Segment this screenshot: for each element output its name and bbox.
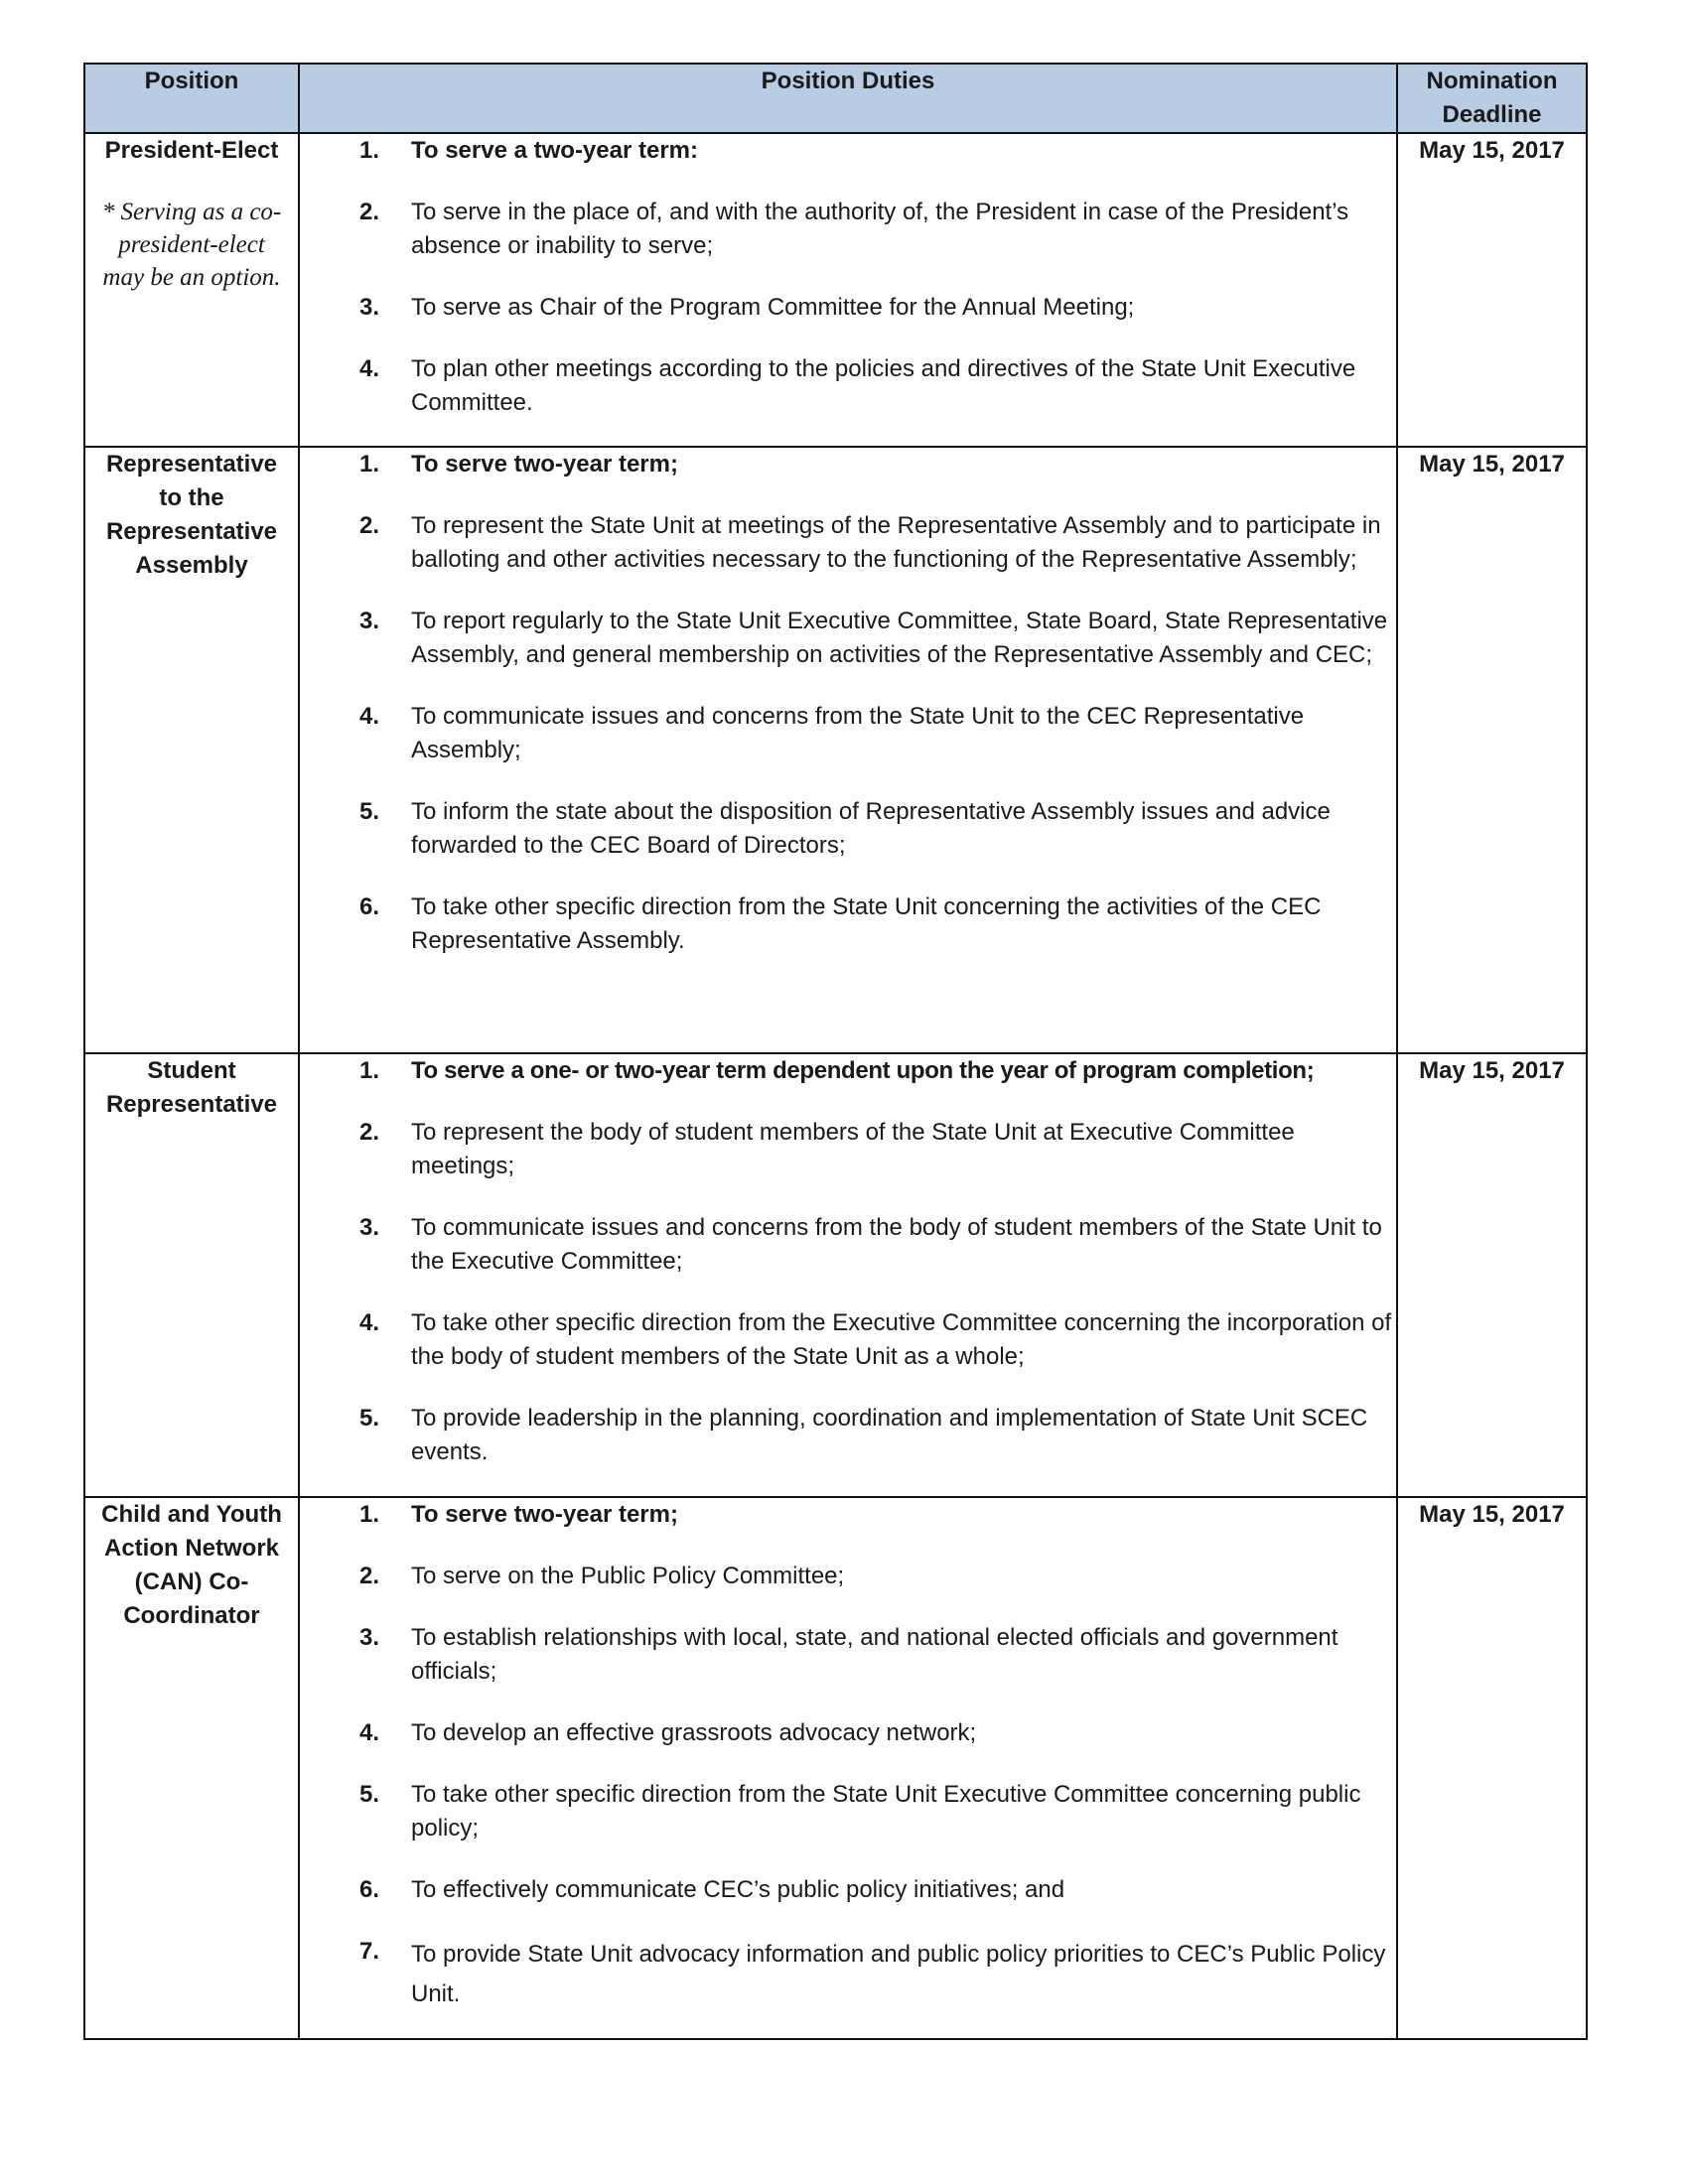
duty-number: 2. <box>358 199 379 225</box>
duty-number: 4. <box>358 703 379 730</box>
duty-text: To provide State Unit advocacy information and public policy priorities to CEC’s Public Policy Unit. <box>411 1941 1386 2007</box>
duty-text: To report regularly to the State Unit Executive Committee, State Board, State Representative Assembly, and general membership on activities of the Representative Assembly and CEC; <box>411 608 1388 668</box>
duty-number: 2. <box>358 512 379 539</box>
duty-item <box>300 1716 1396 1750</box>
duty-number: 1. <box>358 137 379 164</box>
duty-item <box>300 291 1396 325</box>
duties-cell <box>299 447 1397 1053</box>
duty-item <box>300 448 1396 481</box>
deadline-cell: May 15, 2017 <box>1397 133 1587 447</box>
duty-number: 1. <box>358 451 379 478</box>
header-nomination-deadline <box>1397 64 1587 133</box>
duty-item <box>300 1402 1396 1469</box>
duty-number: 6. <box>358 893 379 920</box>
duty-number: 3. <box>358 1214 379 1241</box>
duty-number: 1. <box>358 1057 379 1084</box>
duty-text: To serve two-year term; <box>411 451 678 478</box>
duties-cell <box>299 1497 1397 2039</box>
position-cell <box>84 1053 299 1497</box>
header-position: Position <box>84 64 299 133</box>
duties-list <box>300 1054 1396 1469</box>
duty-number: 4. <box>358 355 379 382</box>
duty-text: To represent the State Unit at meetings of the Representative Assembly and to participate in balloting and other activities necessary to the functioning of the Representative Assembly; <box>411 512 1381 573</box>
duty-text: To provide leadership in the planning, coordination and implementation of State Unit SCEC events. <box>411 1405 1368 1465</box>
duty-text: To plan other meetings according to the policies and directives of the State Unit Executive Committee. <box>411 355 1356 416</box>
duties-list <box>300 1498 1396 2014</box>
duty-text: To serve a one- or two-year term dependent upon the year of program completion; <box>411 1057 1315 1084</box>
deadline-cell: May 15, 2017 <box>1397 1497 1587 2039</box>
duty-text: To represent the body of student members of the State Unit at Executive Committee meetings; <box>411 1119 1295 1179</box>
duty-text: To establish relationships with local, state, and national elected officials and government officials; <box>411 1624 1338 1685</box>
duty-text: To communicate issues and concerns from the body of student members of the State Unit to the Executive Committee; <box>411 1214 1382 1275</box>
duty-number: 2. <box>358 1119 379 1146</box>
table-row <box>84 447 1587 1053</box>
duties-list <box>300 448 1396 958</box>
duty-item <box>300 1621 1396 1689</box>
duty-text: To take other specific direction from the Executive Committee concerning the incorporation of the body of student members of the State Unit as a whole; <box>411 1309 1392 1370</box>
header-deadline-line1: Nomination <box>1426 68 1558 94</box>
duty-number: 3. <box>358 1624 379 1651</box>
duty-number: 3. <box>358 608 379 634</box>
position-note: * Serving as a co-president-elect may be an option. <box>101 199 282 291</box>
position-cell <box>84 1497 299 2039</box>
duty-item <box>300 1306 1396 1374</box>
duty-item <box>300 1211 1396 1279</box>
duty-item <box>300 1778 1396 1845</box>
duty-text: To serve in the place of, and with the authority of, the President in case of the President’s absence or inability to serve; <box>411 199 1349 259</box>
duty-item <box>300 134 1396 168</box>
duties-cell <box>299 1053 1397 1497</box>
duty-number: 4. <box>358 1719 379 1746</box>
duties-list <box>300 134 1396 420</box>
duty-item <box>300 1873 1396 1907</box>
header-row <box>84 64 1587 133</box>
duty-number: 5. <box>358 1405 379 1432</box>
duty-text: To serve as Chair of the Program Committee for the Annual Meeting; <box>411 294 1135 321</box>
duty-text: To communicate issues and concerns from the State Unit to the CEC Representative Assembly; <box>411 703 1305 763</box>
duty-number: 3. <box>358 294 379 321</box>
duty-item <box>300 352 1396 420</box>
duty-item <box>300 1935 1396 2014</box>
duty-text: To effectively communicate CEC’s public policy initiatives; and <box>411 1876 1065 1903</box>
duties-cell <box>299 133 1397 447</box>
duty-text: To take other specific direction from the State Unit Executive Committee concerning public policy; <box>411 1781 1361 1842</box>
position-title: Representative to the Representative Assembly <box>105 451 278 579</box>
table-row <box>84 1053 1587 1497</box>
duty-number: 5. <box>358 1781 379 1808</box>
duty-text: To inform the state about the disposition of Representative Assembly issues and advice forwarded to the CEC Board of Directors; <box>411 798 1331 859</box>
position-title: President-Elect <box>104 137 279 164</box>
duty-item <box>300 700 1396 767</box>
table-row <box>84 1497 1587 2039</box>
position-cell <box>84 133 299 447</box>
header-position-duties: Position Duties <box>299 64 1397 133</box>
duty-item <box>300 196 1396 263</box>
deadline-cell: May 15, 2017 <box>1397 447 1587 1053</box>
duty-item <box>300 1116 1396 1183</box>
duty-text: To serve on the Public Policy Committee; <box>411 1563 845 1589</box>
duty-text: To serve two-year term; <box>411 1501 678 1528</box>
position-title: Student Representative <box>105 1057 278 1118</box>
duty-number: 6. <box>358 1876 379 1903</box>
header-deadline-line2: Deadline <box>1442 101 1542 128</box>
duty-item <box>300 890 1396 958</box>
duty-text: To take other specific direction from the State Unit concerning the activities of the CEC Representative Assembly. <box>411 893 1322 954</box>
deadline-cell: May 15, 2017 <box>1397 1053 1587 1497</box>
position-cell <box>84 447 299 1053</box>
duty-item <box>300 795 1396 863</box>
table-row <box>84 133 1587 447</box>
position-title: Child and Youth Action Network (CAN) Co-Coordinator <box>101 1501 282 1629</box>
duty-text: To serve a two-year term: <box>411 137 698 164</box>
duty-item <box>300 1498 1396 1532</box>
duty-text: To develop an effective grassroots advocacy network; <box>411 1719 977 1746</box>
positions-table <box>83 63 1588 2040</box>
duty-number: 1. <box>358 1501 379 1528</box>
duty-number: 4. <box>358 1309 379 1336</box>
duty-number: 2. <box>358 1563 379 1589</box>
duty-item <box>300 1560 1396 1593</box>
duty-item <box>300 1054 1396 1088</box>
duty-item <box>300 605 1396 672</box>
duty-number: 7. <box>358 1938 379 1965</box>
duty-item <box>300 509 1396 577</box>
duty-number: 5. <box>358 798 379 825</box>
